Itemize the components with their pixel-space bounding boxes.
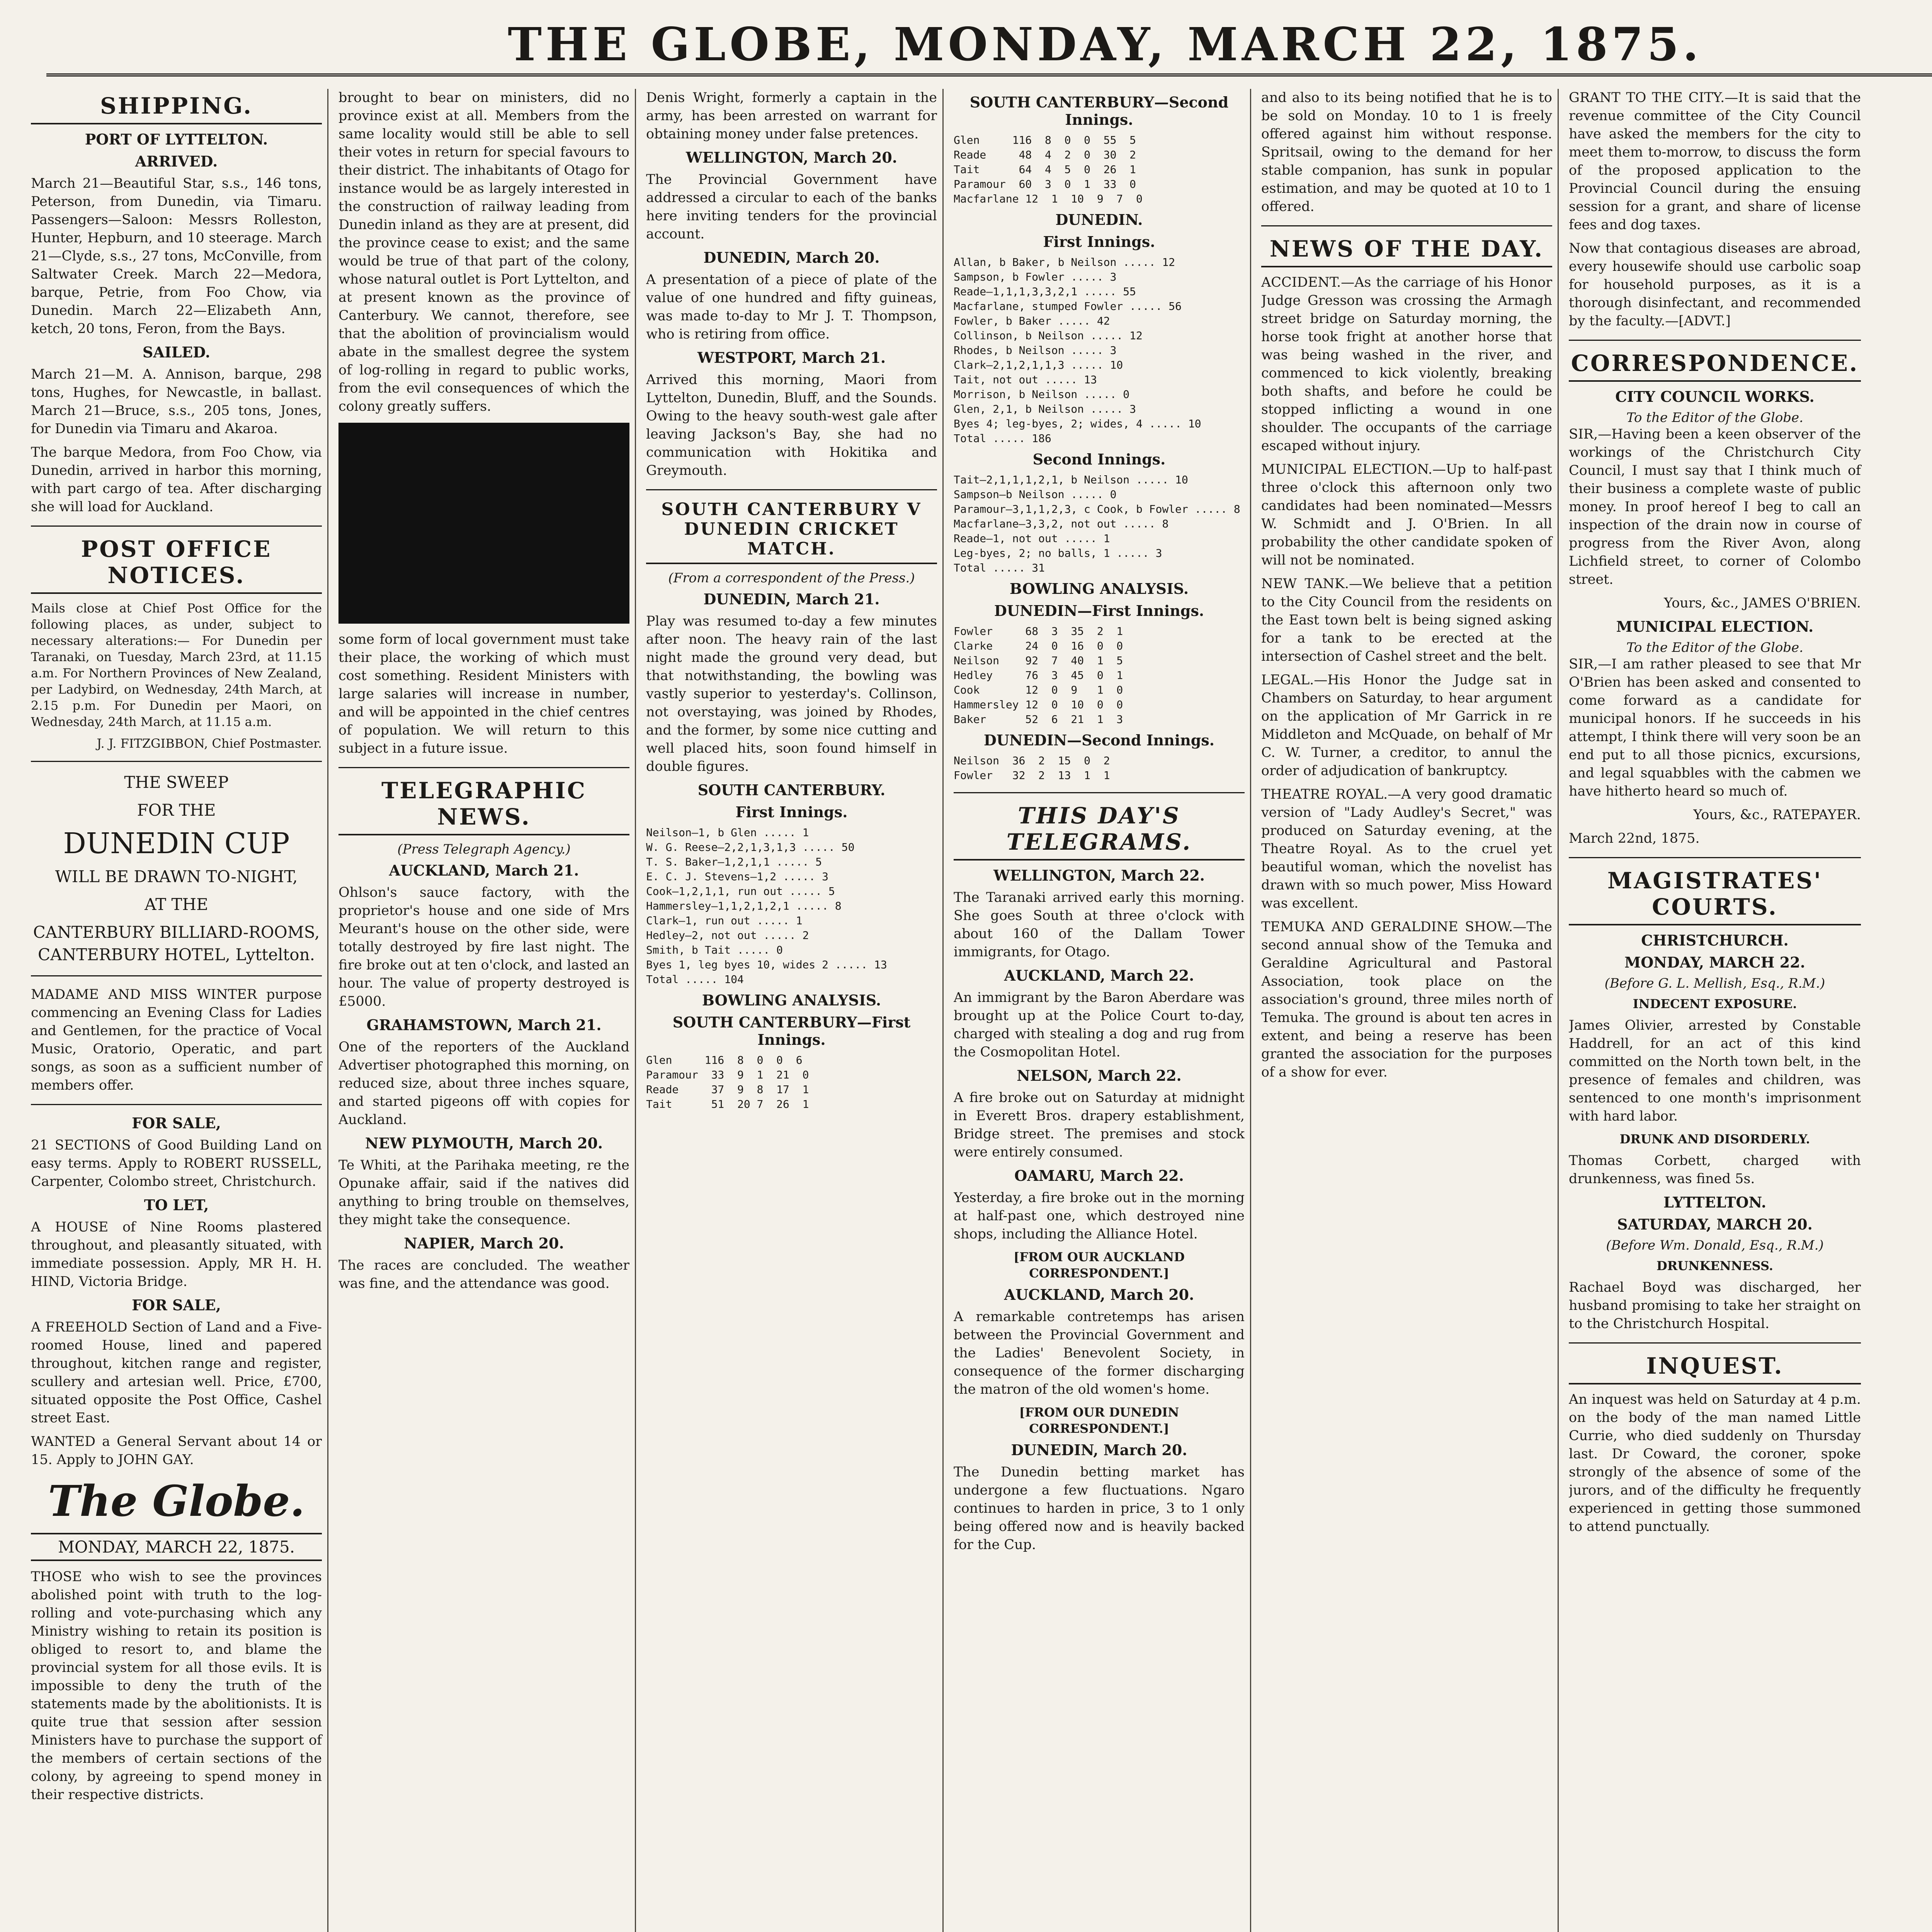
election-letter-date: March 22nd, 1875. — [1569, 831, 1700, 846]
divider — [954, 792, 1245, 793]
dunedin-dateline: DUNEDIN, March 20. — [703, 249, 880, 266]
arrived-text: March 21—Beautiful Star, s.s., 146 tons, Peterson, from Dunedin, via Timaru. Passengers—Saloon: Messrs Rolleston, Hunter, Hepburn, and 10 steerage. March 21—Clyde, s.s., 27 tons, McConville, from Saltwater Creek. March 22—Medora, barque, Petrie, from Foo Chow, via Dunedin. March 22—Elizabeth Ann, ketch, 20 tons, Feron, from the Bays. — [31, 176, 322, 337]
to-let-label: TO LET, — [144, 1196, 209, 1214]
to-let-text: A HOUSE of Nine Rooms plastered throughout, and pleasantly situated, with immediate possession. Apply, MR H. H. HIND, Victoria Bridge. — [31, 1219, 322, 1289]
napier-dateline: NAPIER, March 20. — [404, 1235, 564, 1252]
election-letter-text: SIR,—I am rather pleased to see that Mr O'Brien has been asked and consented to come forward as a candidate for municipal honors. If he succeeds in his attempt, I think there will very soon be an end put to all those picnics, excursions, and legal squabbles with the cabmen we have hitherto heard so much of. — [1569, 656, 1861, 799]
auckland-22-text: An immigrant by the Baron Aberdare was brought up at the Police Court to-day, charged with stealing a dog and rug from the Cosmopolitan Hotel. — [954, 990, 1245, 1060]
wellington-22-text: The Taranaki arrived early this morning. She goes South at three o'clock with about 160 of the Dallam Tower immigrants, for Otago. — [954, 890, 1245, 960]
for-sale-text-2: A FREEHOLD Section of Land and a Five-roomed House, lined and papered throughout, kitchen range and register, scullery and artesian well. Price, £700, situated opposite the Post Office, Cashel street East. — [31, 1320, 322, 1426]
christchurch-before: (Before G. L. Mellish, Esq., R.M.) — [1604, 976, 1825, 991]
works-letter-text: SIR,—Having been a keen observer of the workings of the Christchurch City Council, I must say that I think much of their business a complete waste of public money. In proof hereof I beg to call an inspection of the drain now in course of progress from the River Avon, along Lichfield street, to corner of Colombo street. — [1569, 427, 1861, 587]
arrived-label: ARRIVED. — [135, 153, 218, 170]
sweep-drawn: WILL BE DRAWN TO-NIGHT, — [55, 867, 298, 886]
sweep-for: FOR THE — [137, 801, 216, 820]
port-title: PORT OF LYTTELTON. — [85, 131, 268, 148]
drunk-text: Thomas Corbett, charged with drunkenness, was fined 5s. — [1569, 1153, 1861, 1187]
dunedin-second-lines: Tait—2,1,1,1,2,1, b Neilson ..... 10 Sampson—b Neilson ..... 0 Paramour—3,1,1,2,3, c Cook, b Fowler ..... 8 Macfarlane—3,3,2, not out ..... 8 Reade—1, not out ..... 1 Leg-byes, 2; no balls, 1 ..... 3 — [954, 473, 1240, 560]
sailed-label: SAILED. — [142, 344, 211, 361]
news-of-the-day-header: NEWS OF THE DAY. — [1261, 236, 1552, 267]
nelson-dateline: NELSON, March 22. — [1017, 1067, 1182, 1084]
bowling-label: BOWLING ANALYSIS. — [702, 992, 881, 1009]
auckland-text: Ohlson's sauce factory, with the proprietor's house and one side of Mrs Meurant's house on the other side, were totally destroyed by fire last night. The fire broke out at ten o'clock, and lasted an hour. The value of property destroyed is £5000. — [338, 885, 629, 1009]
correspondence-header: CORRESPONDENCE. — [1569, 350, 1861, 382]
accident-item: ACCIDENT.—As the carriage of his Honor Judge Gresson was crossing the Armagh street bridge on Saturday morning, the horse took fright at another horse that was being washed in the river, and commenced to kick violently, breaking both shafts, and before he could be stopped inflicting a wound in one shoulder. The occupants of the carriage escaped without injury. — [1261, 275, 1552, 454]
wellington-text: The Provincial Government have addressed a circular to each of the banks here inviting tenders for the provincial account. — [646, 172, 937, 242]
election-letter-to: To the Editor of the Globe. — [1626, 640, 1803, 655]
dunedin-first-total: Total ..... 186 — [954, 432, 1051, 445]
lyttelton-before: (Before Wm. Donald, Esq., R.M.) — [1606, 1238, 1824, 1253]
column-2 — [338, 89, 636, 1932]
for-sale-label-1: FOR SALE, — [132, 1114, 221, 1132]
columns — [31, 89, 1932, 1932]
christchurch-date: MONDAY, MARCH 22. — [1624, 954, 1805, 971]
dunedin-correspondent: [FROM OUR DUNEDIN CORRESPONDENT.] — [1019, 1405, 1179, 1436]
grahamstown-text: One of the reporters of the Auckland Advertiser photographed this morning, on reduced size, about three inches square, and started pigeons off with copies for Auckland. — [338, 1039, 629, 1128]
auckland-22-dateline: AUCKLAND, March 22. — [1004, 967, 1194, 984]
divider — [1569, 1342, 1861, 1344]
magistrates-header: MAGISTRATES' COURTS. — [1569, 867, 1861, 925]
bowling-table: Glen 116 8 0 0 6 Paramour 33 9 1 21 0 Reade 37 9 8 17 1 Tait 51 20 7 26 1 — [646, 1054, 809, 1111]
bowling-2-subtitle: DUNEDIN—First Innings. — [994, 602, 1204, 619]
sweep-at: AT THE — [145, 895, 208, 914]
score-lines: Neilson—1, b Glen ..... 1 W. G. Reese—2,2,1,3,1,3 ..... 50 T. S. Baker—1,2,1,1 ..... 5 E. C. J. Stevens—1,2 ..... 3 Cook—1,2,1,1, run out ..... 5 Hammersley—1,1,2,1,2,1 ..... 8 Clark—1, run out ..... 1 Hedley—2, not out ..... 2 Smith, b Tait ..... 0 Byes 1, leg byes 10, wides 2 ..... 13 — [646, 826, 887, 971]
telegraphic-header: TELEGRAPHIC NEWS. — [338, 777, 629, 835]
drunk-label: DRUNK AND DISORDERLY. — [1619, 1132, 1810, 1146]
for-sale-text-1: 21 SECTIONS of Good Building Land on easy terms. Apply to ROBERT RUSSELL, Carpenter, Colombo street, Christchurch. — [31, 1138, 322, 1189]
editorial-dateline: MONDAY, MARCH 22, 1875. — [31, 1533, 322, 1561]
bowling-analysis-2: BOWLING ANALYSIS. — [1009, 580, 1189, 597]
postmaster-signature: J. J. FITZGIBBON, Chief Postmaster. — [97, 736, 322, 751]
divider — [338, 767, 629, 768]
globe-nameplate: The Globe. — [48, 1476, 305, 1526]
cricket-header: SOUTH CANTERBURY V DUNEDIN CRICKET MATCH. — [646, 500, 937, 564]
grant-item: GRANT TO THE CITY.—It is said that the revenue committee of the City Council have asked the members for the city to meet them to-morrow, to discuss the form of the proposed application to the Provincial Council during the ensuing session for a grant, and share of license fees and dog taxes. — [1569, 90, 1861, 233]
election-letter-signature: Yours, &c., RATEPAYER. — [1693, 807, 1861, 823]
works-letter-title: CITY COUNCIL WORKS. — [1615, 388, 1815, 405]
indecent-label: INDECENT EXPOSURE. — [1633, 997, 1797, 1011]
inquest-text: An inquest was held on Saturday at 4 p.m. on the body of the man named Little Currie, who died suddenly on Thursday last. Dr Coward, the coroner, spoke strongly of the absence of some of the jurors, and of the difficulty he frequently experienced in getting those summoned to attend punctually. — [1569, 1392, 1861, 1534]
westport-dateline: WESTPORT, March 21. — [697, 349, 886, 366]
christchurch-label: CHRISTCHURCH. — [1641, 932, 1789, 949]
nelson-text: A fire broke out on Saturday at midnight in Everett Bros. drapery establishment, Bridge street. The premises and stock were entirely consumed. — [954, 1090, 1245, 1160]
sc-second-innings: SOUTH CANTERBURY—Second Innings. — [969, 94, 1229, 128]
dunedin-correspondent-text: The Dunedin betting market has undergone a few fluctuations. Ngaro continues to harden in price, 3 to 1 only being offered now and is heavily backed for the Cup. — [954, 1464, 1245, 1553]
new-plymouth-text: Te Whiti, at the Parihaka meeting, re the Opunake affair, said if the natives did anything to bring trouble on themselves, they might take the consequence. — [338, 1158, 629, 1228]
todays-telegrams-header: THIS DAY'S TELEGRAMS. — [954, 803, 1245, 861]
cricket-dateline: DUNEDIN, March 21. — [703, 590, 880, 608]
dunedin-first-lines: Allan, b Baker, b Neilson ..... 12 Sampson, b Fowler ..... 3 Reade—1,1,1,3,3,2,1 ..... 55 Macfarlane, stumped Fowler ..... 56 Fowler, b Baker ..... 42 Collinson, b Neilson ..... 12 Rhodes, b Neilson ..... 3 Clark—2,1,2,1,1,3 ..... 10 Tait, not out ..... 13 Morrison, b Neilson ..... 0 Glen, 2,1, b Neilson ..... 3 Byes 4; leg-byes, 2; wides, 4 ..... 10 — [954, 256, 1201, 430]
column-5 — [1261, 89, 1559, 1932]
cricket-text: Play was resumed to-day a few minutes after noon. The heavy rain of the last night made the ground very dead, but that notwithstanding, the bowling was vastly superior to yesterday's. Collinson, not overstaying, was joined by Rhodes, and the former, by some nice cutting and well placed hits, soon found himself in double figures. — [646, 614, 937, 774]
grahamstown-dateline: GRAHAMSTOWN, March 21. — [366, 1016, 602, 1034]
new-tank-item: NEW TANK.—We believe that a petition to the City Council from the residents on the East town belt is being signed asking for a tank to be erected at the intersection of Cashel street and the belt. — [1261, 576, 1552, 664]
divider — [31, 1104, 322, 1105]
dunedin-first-label: First Innings. — [1043, 233, 1155, 250]
column-4 — [954, 89, 1251, 1932]
westport-text: Arrived this morning, Maori from Lyttelton, Dunedin, Bluff, and the Sounds. Owing to the heavy south-west gale after leaving Jackson's Bay, she had no communication with Hokitika and Greymouth. — [646, 372, 937, 478]
for-sale-label-2: FOR SALE, — [132, 1296, 221, 1314]
column-6 — [1569, 89, 1866, 1932]
bowling-2-table: Fowler 68 3 35 2 1 Clarke 24 0 16 0 0 Neilson 92 7 40 1 5 Hedley 76 3 45 0 1 Cook 12 0 9 1 0 Hammersley 12 0 10 0 0 Baker 52 6 21 1 3 — [954, 625, 1123, 726]
napier-text: The races are concluded. The weather was fine, and the attendance was good. — [338, 1258, 629, 1291]
sweep-place: CANTERBURY BILLIARD-ROOMS, CANTERBURY HOTEL, Lyttelton. — [33, 923, 320, 964]
indecent-text: James Olivier, arrested by Constable Haddrell, for an act of this kind committed on the North town belt, in the presence of females and children, was sentenced to one month's imprisonment with hard labor. — [1569, 1018, 1861, 1124]
dunedin-correspondent-dateline: DUNEDIN, March 20. — [1011, 1441, 1187, 1459]
column-1 — [31, 89, 328, 1932]
wellington-dateline: WELLINGTON, March 20. — [686, 149, 897, 166]
auckland-dateline: AUCKLAND, March 21. — [389, 862, 579, 879]
election-letter-title: MUNICIPAL ELECTION. — [1616, 618, 1814, 635]
auckland-correspondent: [FROM OUR AUCKLAND CORRESPONDENT.] — [1014, 1250, 1185, 1281]
shipping-header: SHIPPING. — [31, 93, 322, 124]
divider — [1569, 857, 1861, 858]
wellington-22-dateline: WELLINGTON, March 22. — [993, 867, 1205, 884]
divider — [31, 526, 322, 527]
auckland-correspondent-dateline: AUCKLAND, March 20. — [1004, 1286, 1194, 1303]
bowling-3-table: Neilson 36 2 15 0 2 Fowler 32 2 13 1 1 — [954, 754, 1110, 782]
redacted-block — [338, 423, 629, 624]
medora-text: The barque Medora, from Foo Chow, via Dunedin, arrived in harbor this morning, with part cargo of tea. After discharging she will load for Auckland. — [31, 445, 322, 515]
works-letter-to: To the Editor of the Globe. — [1626, 410, 1803, 425]
scores-label: SOUTH CANTERBURY. — [697, 781, 886, 799]
legal-item: LEGAL.—His Honor the Judge sat in Chambers on Saturday, to hear argument on the application of Mr Garrick in re Middleton and McQuade, on behalf of Mr C. W. Turner, a creditor, to annul the order of adjudication of bankruptcy. — [1261, 672, 1552, 779]
drunkenness-text: Rachael Boyd was discharged, her husband promising to take her straight on to the Christchurch Hospital. — [1569, 1280, 1861, 1332]
divider — [31, 761, 322, 762]
auckland-correspondent-text: A remarkable contretemps has arisen between the Provincial Government and the Ladies' Benevolent Society, in consequence of the former discharging the matron of the old women's home. — [954, 1309, 1245, 1397]
new-plymouth-dateline: NEW PLYMOUTH, March 20. — [365, 1134, 603, 1152]
sweep-cup: DUNEDIN CUP — [63, 827, 290, 860]
betting-continued: and also to its being notified that he is to be sold on Monday. 10 to 1 is freely offered against him without response. Spritsail, owing to the demand for her stable companion, has sunk in popular estimation, and may be quoted at 10 to 1 offered. — [1261, 90, 1552, 214]
editorial-conclusion: some form of local government must take their place, the working of which must cost something. Resident Ministers with large salaries will increase in number, and will be appointed in the chief centres of population. We will return to this subject in a future issue. — [338, 632, 629, 756]
lyttelton-label: LYTTELTON. — [1663, 1194, 1767, 1211]
dunedin-label: DUNEDIN. — [1055, 211, 1143, 228]
drunkenness-label: DRUNKENNESS. — [1656, 1259, 1774, 1273]
inquest-header: INQUEST. — [1569, 1353, 1861, 1384]
divider — [646, 489, 937, 490]
sc-second-table: Glen 116 8 0 0 55 5 Reade 48 4 2 0 30 2 Tait 64 4 5 0 26 1 Paramour 60 3 0 1 33 0 Macfarlane 12 1 10 9 7 0 — [954, 134, 1143, 205]
municipal-item: MUNICIPAL ELECTION.—Up to half-past three o'clock this afternoon only two candidates had been nominated—Messrs W. Schmidt and J. O'Brien. In all probability the other candidate spoken of will not be nominated. — [1261, 462, 1552, 568]
wanted-ad: WANTED a General Servant about 14 or 15. Apply to JOHN GAY. — [31, 1434, 322, 1468]
top-text: Denis Wright, formerly a captain in the army, has been arrested on warrant for obtaining money under false pretences. — [646, 90, 937, 142]
column-3 — [646, 89, 944, 1932]
bowling-subtitle: SOUTH CANTERBURY—First Innings. — [672, 1014, 911, 1048]
works-letter-signature: Yours, &c., JAMES O'BRIEN. — [1664, 595, 1861, 611]
temuka-item: TEMUKA AND GERALDINE SHOW.—The second annual show of the Temuka and Geraldine Agricultural and Pastoral Association, took place on the association's ground, three miles north of Temuka. The ground is about ten acres in extent, and being a reserve has been granted the association for the purposes of a show for ever. — [1261, 919, 1552, 1080]
sailed-text: March 21—M. A. Annison, barque, 298 tons, Hughes, for Newcastle, in ballast. March 21—Bruce, s.s., 205 tons, Jones, for Dunedin via Timaru and Akaroa. — [31, 367, 322, 437]
post-office-text: Mails close at Chief Post Office for the following places, as under, subject to necessary alterations:— For Dunedin per Taranaki, on Tuesday, March 23rd, at 11.15 a.m. For Northern Provinces of New Zealand, per Ladybird, on Wednesday, 24th March, at 2.15 p.m. For Dunedin per Maori, on Wednesday, 24th March, at 11.15 a.m. — [31, 601, 322, 729]
score-total: Total ..... 104 — [646, 973, 744, 986]
bowling-3-subtitle: DUNEDIN—Second Innings. — [983, 731, 1215, 749]
carbolic-ad: Now that contagious diseases are abroad, every housewife should use carbolic soap for household purposes, as it is a thorough disinfectant, and recommended by the faculty.—[ADVT.] — [1569, 241, 1861, 329]
press-agency: (Press Telegraph Agency.) — [397, 842, 571, 857]
divider — [31, 975, 322, 976]
winter-ad: MADAME AND MISS WINTER purpose commencing an Evening Class for Ladies and Gentlemen, for the practice of Vocal Music, Oratorio, Operatic, and part songs, as soon as a sufficient number of members offer. — [31, 987, 322, 1093]
divider — [1569, 340, 1861, 341]
oamaru-dateline: OAMARU, March 22. — [1014, 1167, 1184, 1184]
divider — [1261, 225, 1552, 226]
sweep-title: THE SWEEP — [124, 773, 229, 792]
editorial-lead: THOSE who wish to see the provinces abolished point with truth to the log-rolling and vote-purchasing which any Ministry wishing to retain its position is obliged to resort to, and blame the provincial system for all those evils. It is impossible to deny the truth of the statements made by the abolitionists. It is quite true that session after session Ministers have to purchase the support of the members of certain sections of the colony, by agreeing to spend money in their respective districts. — [31, 1569, 322, 1803]
dunedin-second-label: Second Innings. — [1032, 451, 1166, 468]
cricket-correspondent: (From a correspondent of the Press.) — [668, 570, 915, 586]
theatre-item: THEATRE ROYAL.—A very good dramatic version of "Lady Audley's Secret," was produced on Saturday evening, at the Theatre Royal. As to the cruel yet beautiful woman, which the novelist has drawn with so much power, Miss Howard was excellent. — [1261, 787, 1552, 911]
masthead: THE GLOBE, MONDAY, MARCH 22, 1875. — [46, 15, 1932, 77]
post-office-header: POST OFFICE NOTICES. — [31, 536, 322, 594]
oamaru-text: Yesterday, a fire broke out in the morning at half-past one, which destroyed nine shops, including the Alliance Hotel. — [954, 1190, 1245, 1242]
lyttelton-date: SATURDAY, MARCH 20. — [1617, 1216, 1813, 1233]
dunedin-text: A presentation of a piece of plate of the value of one hundred and fifty guineas, was made to-day to Mr J. T. Thompson, who is retiring from office. — [646, 272, 937, 342]
dunedin-second-total: Total ..... 31 — [954, 561, 1045, 574]
first-innings-label: First Innings. — [735, 803, 848, 821]
editorial-continued: brought to bear on ministers, did no province exist at all. Members from the same locality would still be able to sell their votes in return for special favours to their district. The inhabitants of Otago for instance would be as largely interested in the construction of railway leading from Dunedin inland as they are at present, did the province cease to exist; and the same would be true of that part of the colony, whose natural outlet is Port Lyttelton, and at present known as the province of Canterbury. We cannot, therefore, see that the abolition of provincialism would abate in the smallest degree the system of log-rolling in regard to public works, from the evil consequences of which the colony greatly suffers. — [338, 90, 629, 414]
